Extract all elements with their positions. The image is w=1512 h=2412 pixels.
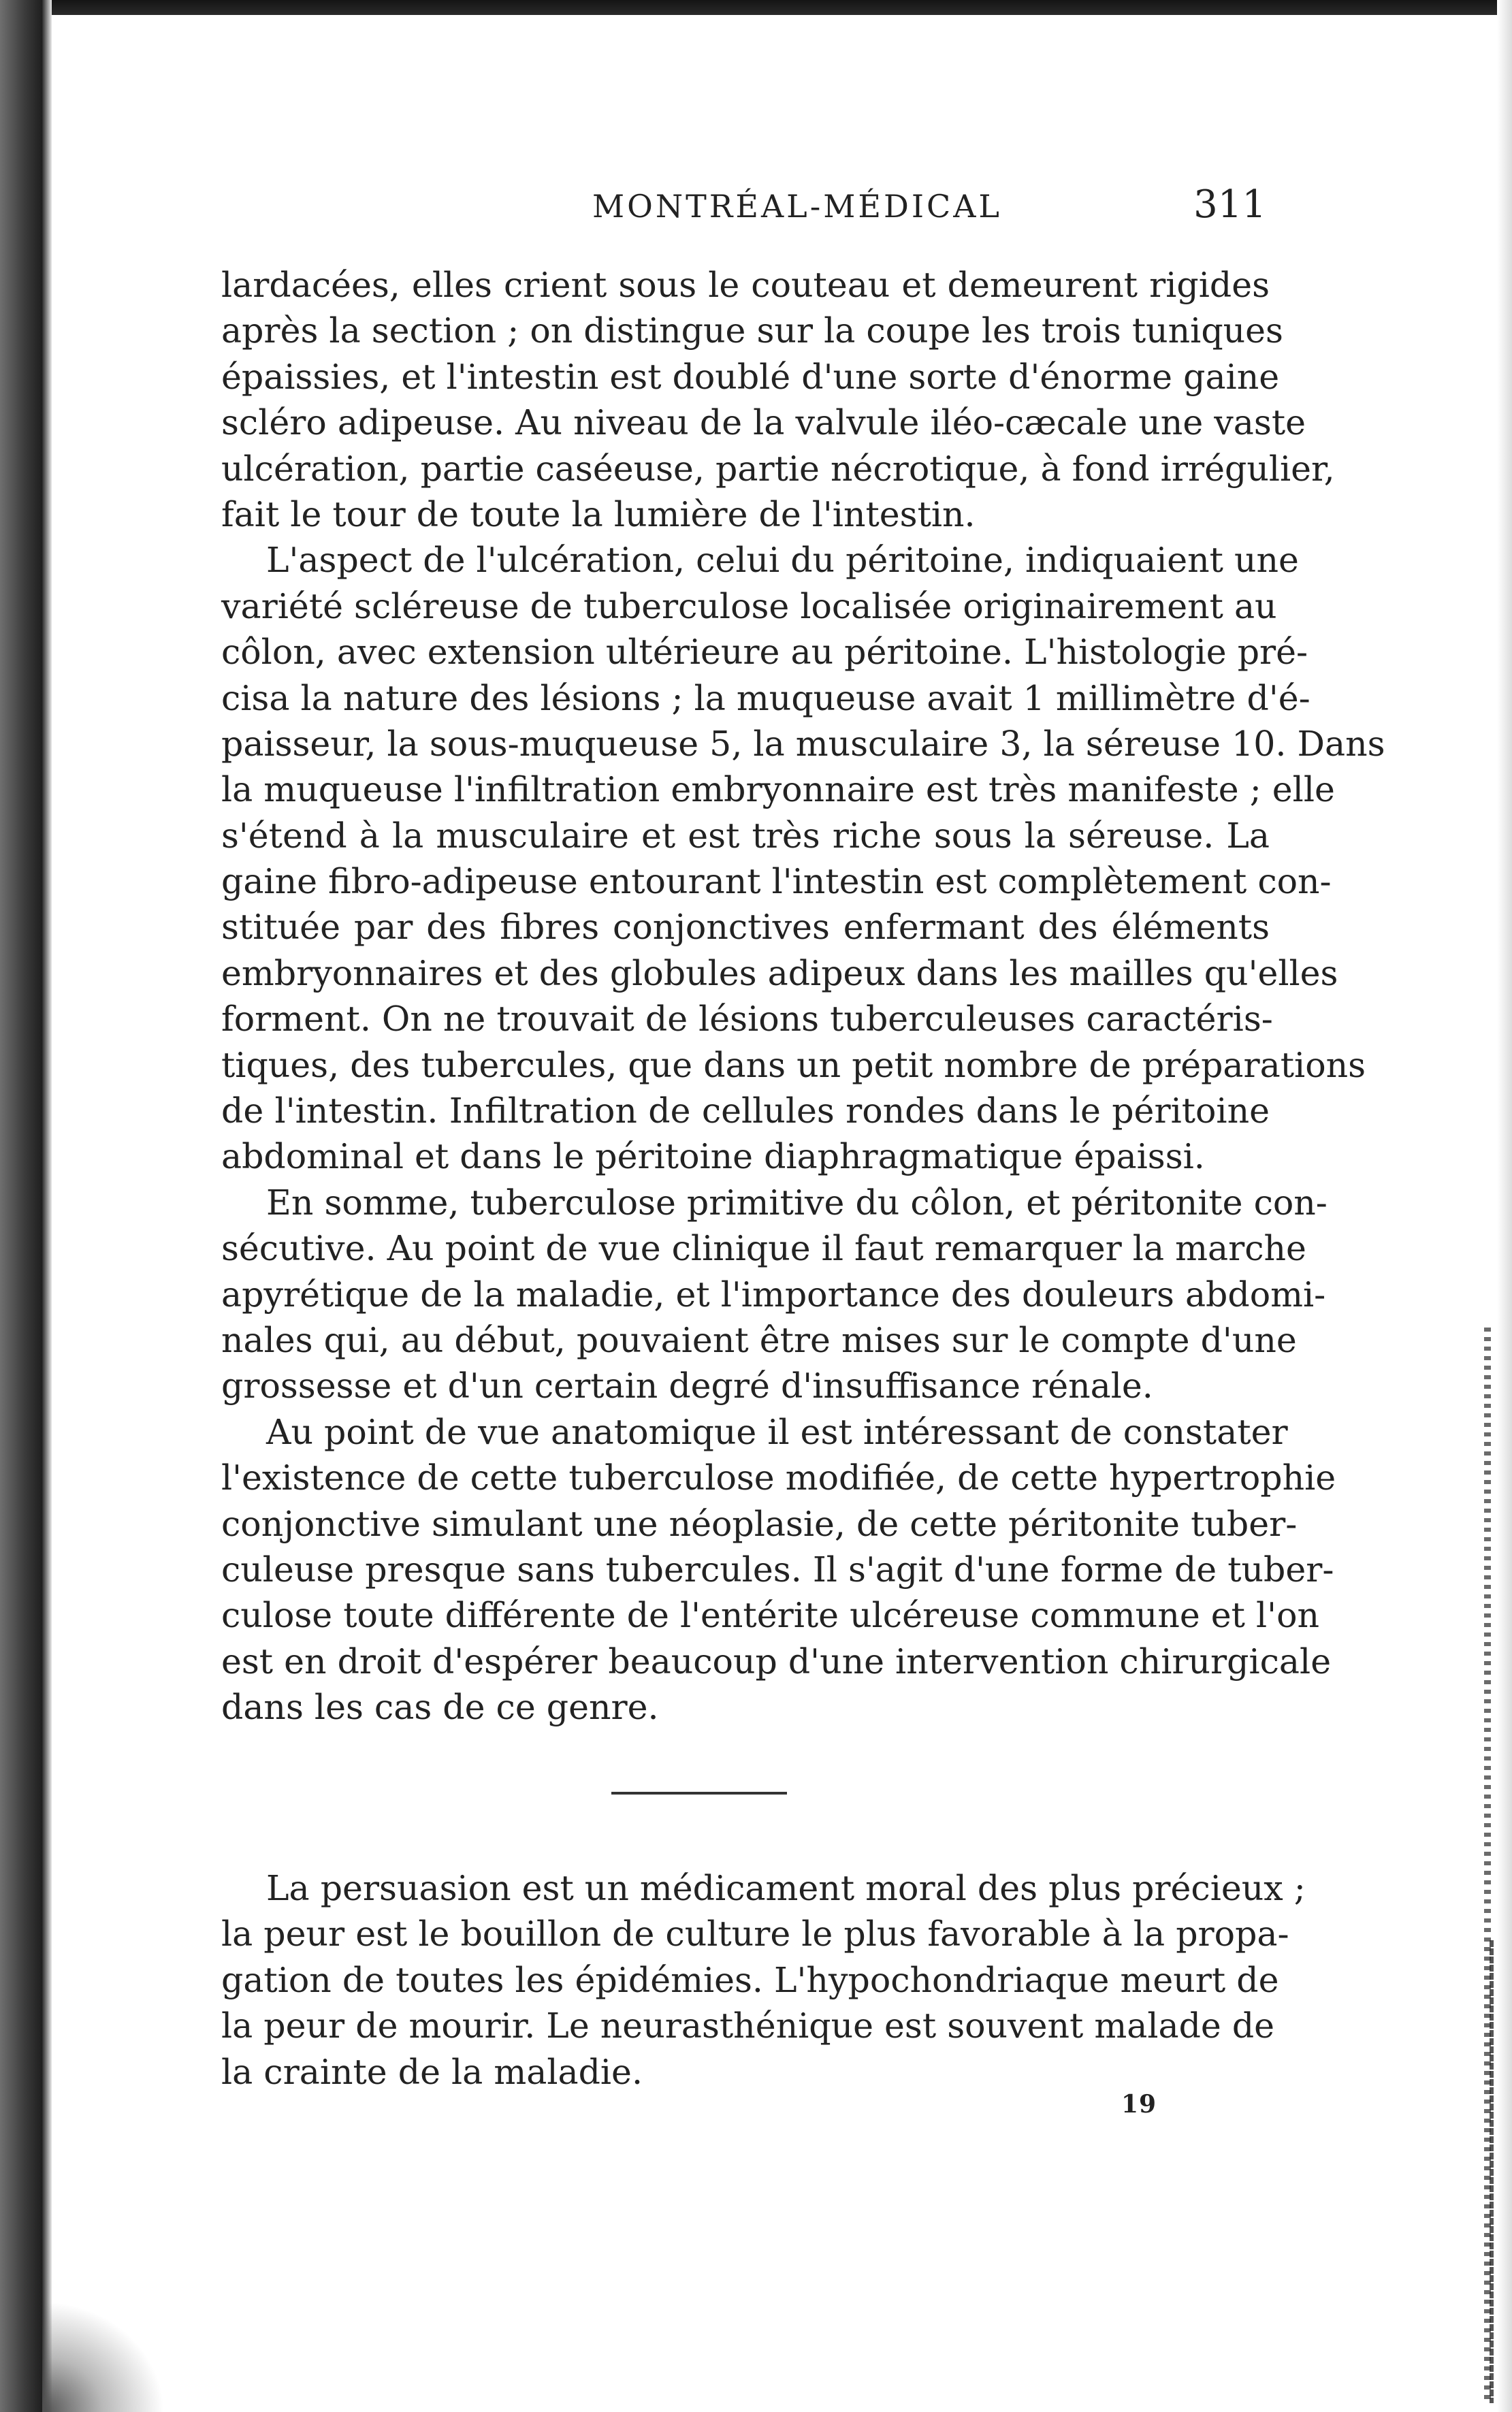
text-line: cisa la nature des lésions ; la muqueuse avait 1 millimètre d'é- xyxy=(221,677,1310,718)
paragraph-4 xyxy=(221,1409,1336,1731)
filler-quote xyxy=(221,1865,1306,2095)
page-number: 311 xyxy=(1193,182,1266,227)
text-line: fait le tour de toute la lumière de l'intestin. xyxy=(221,494,976,534)
text-line: la muqueuse l'infiltration embryonnaire est très manifeste ; elle xyxy=(221,769,1335,810)
text-line: s'étend à la musculaire et est très riche sous la séreuse. La xyxy=(221,815,1270,856)
text-line: l'existence de cette tuberculose modifiée, de cette hypertrophie xyxy=(221,1458,1336,1498)
paragraph-1 xyxy=(221,262,1335,537)
text-line: culose toute différente de l'entérite ulcéreuse commune et l'on xyxy=(221,1595,1319,1636)
text-line: forment. On ne trouvait de lésions tuberculeuses caractéris- xyxy=(221,999,1273,1040)
text-line: côlon, avec extension ultérieure au péritoine. L'histologie pré- xyxy=(221,632,1308,673)
text-line: abdominal et dans le péritoine diaphragmatique épaissi. xyxy=(221,1136,1205,1177)
text-line: conjonctive simulant une néoplasie, de cette péritonite tuber- xyxy=(221,1503,1298,1544)
text-line: apyrétique de la maladie, et l'importance des douleurs abdomi- xyxy=(221,1274,1326,1315)
signature-mark: 19 xyxy=(1121,2090,1157,2119)
paragraph-2 xyxy=(221,537,1385,1179)
text-line: Au point de vue anatomique il est intéressant de constater xyxy=(266,1411,1288,1452)
journal-title: MONTRÉAL-MÉDICAL xyxy=(592,188,1002,225)
text-line: de l'intestin. Infiltration de cellules rondes dans le péritoine xyxy=(221,1091,1270,1131)
text-line: culeuse presque sans tubercules. Il s'agit d'une forme de tuber- xyxy=(221,1549,1334,1590)
text-line: dans les cas de ce genre. xyxy=(221,1687,659,1728)
section-separator-rule xyxy=(611,1792,787,1795)
text-line: La persuasion est un médicament moral des plus précieux ; xyxy=(266,1868,1306,1908)
text-line: est en droit d'espérer beaucoup d'une intervention chirurgicale xyxy=(221,1641,1332,1682)
scan-left-binding xyxy=(0,0,42,2412)
text-line: épaissies, et l'intestin est doublé d'une sorte d'énorme gaine xyxy=(221,356,1280,397)
text-line: nales qui, au début, pouvaient être mises sur le compte d'une xyxy=(221,1319,1297,1360)
text-line: lardacées, elles crient sous le couteau et demeurent rigides xyxy=(221,265,1270,305)
scan-right-edge xyxy=(1497,0,1512,2412)
text-line: paisseur, la sous-muqueuse 5, la musculaire 3, la séreuse 10. Dans xyxy=(221,723,1385,764)
text-line: grossesse et d'un certain degré d'insuffisance rénale. xyxy=(221,1366,1153,1406)
text-line: sécutive. Au point de vue clinique il faut remarquer la marche xyxy=(221,1228,1306,1269)
paragraph-3 xyxy=(221,1180,1328,1409)
scan-left-edge xyxy=(42,0,52,2412)
text-line: la peur de mourir. Le neurasthénique est souvent malade de xyxy=(221,2006,1275,2046)
text-line: scléro adipeuse. Au niveau de la valvule iléo-cæcale une vaste xyxy=(221,402,1306,443)
text-line: gaine fibro-adipeuse entourant l'intestin est complètement con- xyxy=(221,861,1332,902)
text-line: embryonnaires et des globules adipeux dans les mailles qu'elles xyxy=(221,952,1338,993)
running-header xyxy=(225,182,1266,230)
text-line: ulcération, partie caséeuse, partie nécrotique, à fond irrégulier, xyxy=(221,448,1335,489)
text-line: la peur est le bouillon de culture le plus favorable à la propa- xyxy=(221,1914,1289,1955)
text-line: variété scléreuse de tuberculose localisée originairement au xyxy=(221,585,1277,626)
article-body xyxy=(221,262,1385,1731)
text-line: stituée par des fibres conjonctives enfermant des éléments xyxy=(221,907,1270,948)
text-line: la crainte de la maladie. xyxy=(221,2051,643,2092)
text-line: L'aspect de l'ulcération, celui du péritoine, indiquaient une xyxy=(266,540,1299,581)
scan-right-marks-lower xyxy=(1490,1940,1494,2403)
text-line: En somme, tuberculose primitive du côlon, et péritonite con- xyxy=(266,1182,1328,1223)
text-line: tiques, des tubercules, que dans un petit nombre de préparations xyxy=(221,1044,1366,1085)
text-line: après la section ; on distingue sur la coupe les trois tuniques xyxy=(221,310,1283,351)
scan-top-edge xyxy=(0,0,1512,15)
scan-corner-shadow xyxy=(42,2301,165,2412)
text-line: gation de toutes les épidémies. L'hypochondriaque meurt de xyxy=(221,1959,1279,2000)
